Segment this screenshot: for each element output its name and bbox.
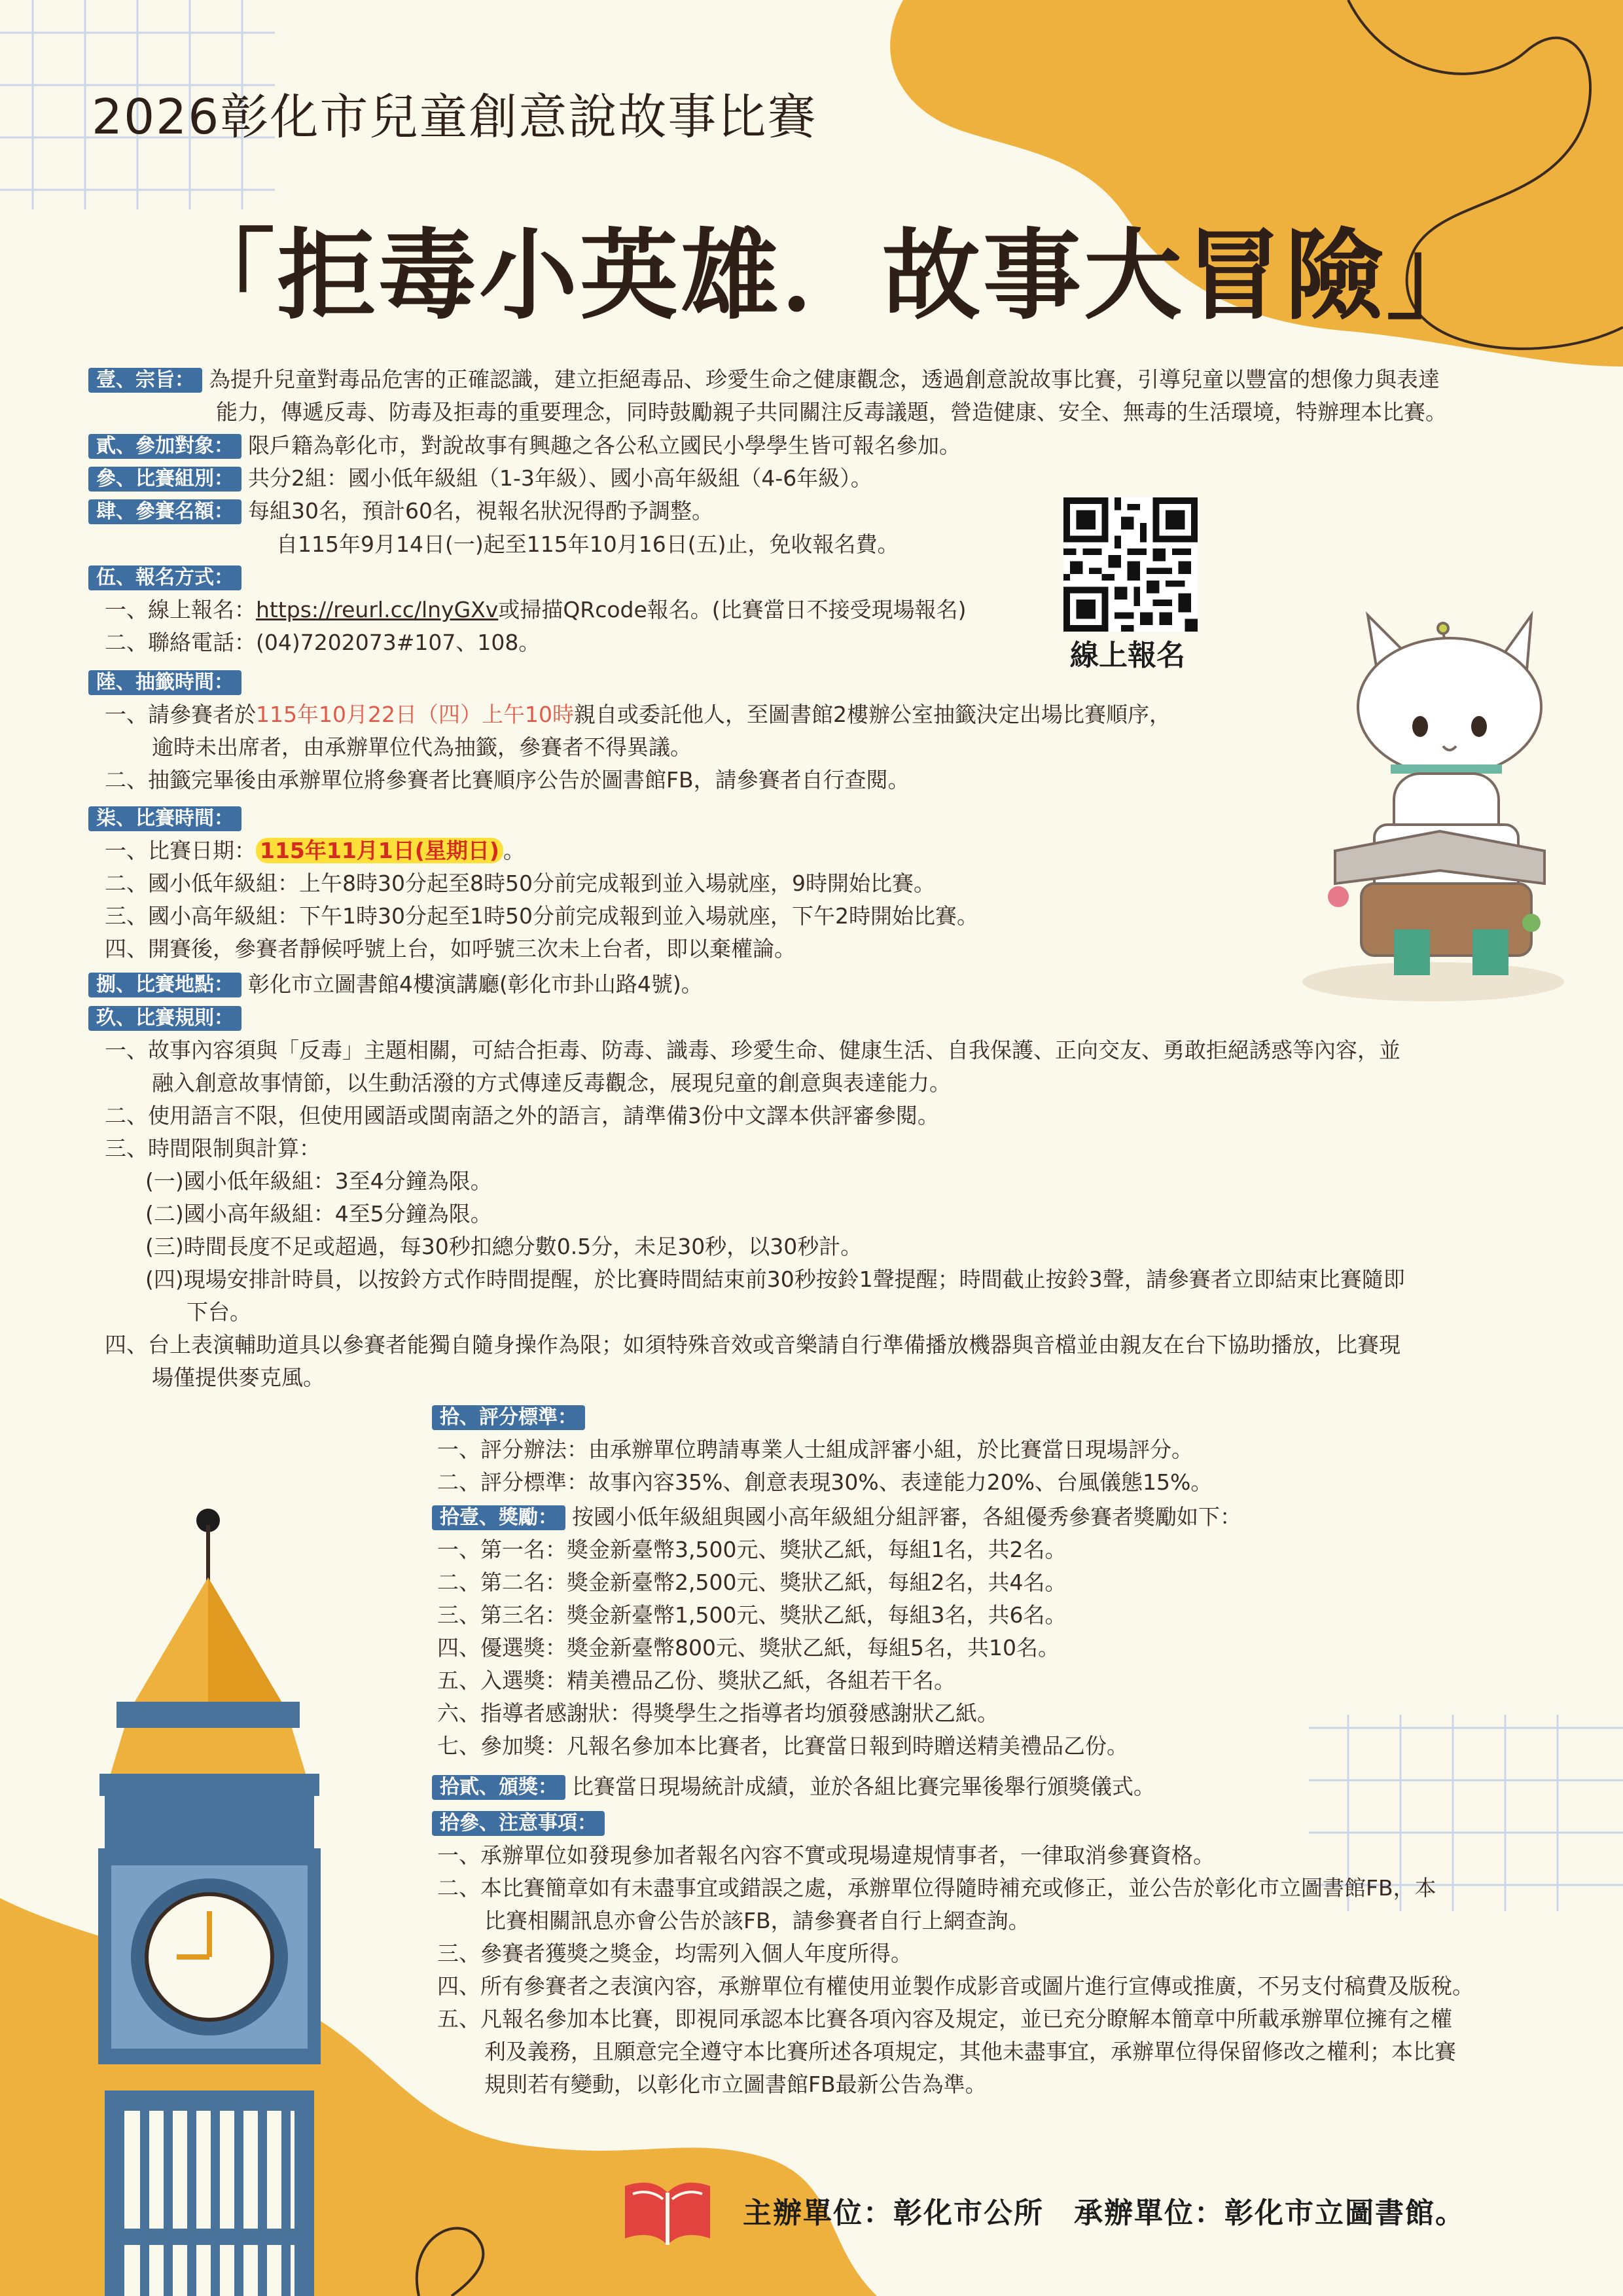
rules-line-3c: (三)時間長度不足或超過，每30秒扣總分數0.5分，未足30秒，以30秒計。 — [145, 1234, 863, 1259]
section-groups — [88, 464, 872, 493]
rules-line-4: 四、台上表演輔助道具以參賽者能獨自隨身操作為限；如須特殊音效或音樂請自行準備播放機器與音檔並由親友在台下協助播放，比賽現 — [105, 1332, 1400, 1357]
time-line-3: 三、國小高年級組：下午1時30分起至1時50分前完成報到並入場就座，下午2時開始比賽。 — [105, 903, 978, 929]
awards-line-3: 三、第三名：獎金新臺幣1,500元、獎狀乙紙，每組3名，共6名。 — [437, 1602, 1067, 1628]
awards-line-4: 四、優選獎：獎金新臺幣800元、獎狀乙紙，每組5名，共10名。 — [437, 1635, 1060, 1660]
section-tag: 拾壹、獎勵： — [432, 1505, 565, 1530]
registration-period: 自115年9月14日(一)起至115年10月16日(五)止，免收報名費。 — [276, 531, 899, 557]
notes-line-5b: 利及義務，且願意完全遵守本比賽所述各項規定，其他未盡事宜，承辦單位得保留修改之權利；本比賽 — [484, 2039, 1456, 2064]
time-line-2: 二、國小低年級組：上午8時30分起至8時50分前完成報到並入場就座，9時開始比賽。 — [105, 870, 935, 896]
purpose-line-2: 能力，傳遞反毒、防毒及拒毒的重要理念，同時鼓勵親子共同關注反毒議題，營造健康、安全、無毒的生活環境，特辦理本比賽。 — [216, 399, 1447, 425]
time-line-1: 一、比賽日期： 115年11月1日(星期日) 。 — [105, 838, 525, 863]
section-tag: 參、比賽組別： — [88, 467, 241, 492]
rules-line-3d: (四)現場安排計時員，以按鈴方式作時間提醒，於比賽時間結束前30秒按鈴1聲提醒；時間截止按鈴3聲，請參賽者立即結束比賽隨即 — [145, 1266, 1405, 1292]
time-line-4: 四、開賽後，參賽者靜候呼號上台，如呼號三次未上台者，即以棄權論。 — [105, 936, 796, 961]
awards-line-7: 七、參加獎：凡報名參加本比賽者，比賽當日報到時贈送精美禮品乙份。 — [437, 1733, 1128, 1759]
competition-date: 115年11月1日(星期日) — [256, 838, 503, 863]
rules-line-3d2: 下台。 — [187, 1299, 251, 1325]
cat-reading-illustration — [1302, 615, 1564, 1001]
section-tag: 玖、比賽規則： — [88, 1006, 241, 1031]
clock-tower-illustration — [98, 1509, 321, 2296]
participants-text: 限戶籍為彰化市，對說故事有興趣之各公私立國民小學學生皆可報名參加。 — [248, 433, 961, 458]
awards-line-2: 二、第二名：獎金新臺幣2,500元、獎狀乙紙，每組2名，共4名。 — [437, 1570, 1067, 1595]
registration-phone: 二、聯絡電話：(04)7202073#107、108。 — [105, 630, 541, 655]
section-tag: 捌、比賽地點： — [88, 973, 241, 997]
section-rules — [88, 1003, 248, 1032]
section-tag: 柒、比賽時間： — [88, 806, 241, 831]
section-tag: 拾貳、頒獎： — [432, 1775, 565, 1800]
notes-line-5: 五、凡報名參加本比賽，即視同承認本比賽各項內容及規定，並已充分瞭解本簡章中所載承辦單位擁有之權 — [437, 2006, 1452, 2032]
section-tag: 陸、抽籤時間： — [88, 670, 241, 695]
purpose-line-1: 為提升兒童對毒品危害的正確認識，建立拒絕毒品、珍愛生命之健康觀念，透過創意說故事比賽，引導兒童以豐富的想像力與表達 — [209, 367, 1440, 392]
venue-text: 彰化市立圖書館4樓演講廳(彰化市卦山路4號)。 — [248, 971, 703, 997]
draw-line-1b: 逾時未出席者，由承辦單位代為抽籤，參賽者不得異議。 — [152, 734, 692, 760]
notes-line-2b: 比賽相關訊息亦會公告於該FB，請參賽者自行上網查詢。 — [484, 1908, 1030, 1933]
section-notes — [432, 1808, 611, 1837]
rules-line-3: 三、時間限制與計算： — [105, 1136, 321, 1161]
draw-line-2: 二、抽籤完畢後由承辦單位將參賽者比賽順序公告於圖書館FB，請參賽者自行查閱。 — [105, 767, 910, 793]
awards-line-6: 六、指導者感謝狀：得獎學生之指導者均頒發感謝狀乙紙。 — [437, 1700, 999, 1726]
scoring-line-1: 一、評分辦法：由承辦單位聘請專業人士組成評審小組，於比賽當日現場評分。 — [437, 1437, 1193, 1462]
rules-line-2: 二、使用語言不限，但使用國語或閩南語之外的語言，請準備3份中文譯本供評審參閱。 — [105, 1103, 939, 1128]
notes-line-2: 二、本比賽簡章如有未盡事宜或錯誤之處，承辦單位得隨時補充或修正，並公告於彰化市立圖書館FB，本 — [437, 1875, 1436, 1901]
notes-line-5c: 規則若有變動，以彰化市立圖書館FB最新公告為準。 — [484, 2072, 987, 2097]
quota-text: 每組30名，預計60名，視報名狀況得酌予調整。 — [248, 498, 713, 524]
rules-line-3b: (二)國小高年級組：4至5分鐘為限。 — [145, 1201, 492, 1227]
section-participants — [88, 431, 961, 460]
section-ceremony — [432, 1772, 1155, 1801]
registration-online: 一、線上報名：https://reurl.cc/lnyGXv或掃描QRcode報名。(比賽當日不接受現場報名) — [105, 597, 967, 622]
awards-line-5: 五、入選獎：精美禮品乙份、獎狀乙紙，各組若干名。 — [437, 1668, 955, 1693]
rules-line-1: 一、故事內容須與「反毒」主題相關，可結合拒毒、防毒、識毒、珍愛生命、健康生活、自我保護、正向交友、勇敢拒絕誘惑等內容，並 — [105, 1037, 1400, 1063]
rules-line-1b: 融入創意故事情節，以生動活潑的方式傳達反毒觀念，展現兒童的創意與表達能力。 — [152, 1070, 951, 1096]
section-venue — [88, 970, 703, 999]
section-tag: 伍、報名方式： — [88, 565, 241, 590]
draw-date: 115年10月22日（四）上午10時 — [256, 702, 574, 727]
open-book-icon — [618, 2173, 717, 2251]
draw-line-1: 一、請參賽者於115年10月22日（四）上午10時親自或委託他人，至圖書館2樓辦公室抽籤決定出場比賽順序， — [105, 702, 1171, 727]
section-tag: 肆、參賽名額： — [88, 499, 241, 524]
section-draw — [88, 668, 248, 696]
notes-line-3: 三、參賽者獲獎之獎金，均需列入個人年度所得。 — [437, 1941, 912, 1966]
organizer-footer: 主辦單位：彰化市公所 承辦單位：彰化市立圖書館。 — [743, 2197, 1465, 2230]
section-registration — [88, 563, 248, 592]
awards-line-1: 一、第一名：獎金新臺幣3,500元、獎狀乙紙，每組1名，共2名。 — [437, 1537, 1067, 1562]
notes-line-1: 一、承辦單位如發現參加者報名內容不實或現場違規情事者，一律取消參賽資格。 — [437, 1842, 1215, 1868]
rules-line-4b: 場僅提供麥克風。 — [152, 1365, 325, 1390]
section-quota — [88, 497, 713, 526]
registration-link[interactable]: https://reurl.cc/lnyGXv — [256, 597, 499, 622]
section-awards — [432, 1503, 1241, 1532]
section-tag: 拾、評分標準： — [432, 1405, 585, 1430]
main-title: 「拒毒小英雄．故事大冒險」 — [177, 219, 1488, 333]
ceremony-text: 比賽當日現場統計成績，並於各組比賽完畢後舉行頒獎儀式。 — [572, 1774, 1155, 1799]
awards-intro: 按國小低年級組與國小高年級組分組評審，各組優秀參賽者獎勵如下： — [572, 1504, 1241, 1530]
notes-line-4: 四、所有參賽者之表演內容，承辦單位有權使用並製作成影音或圖片進行宣傳或推廣，不另支付稿費及版稅。 — [437, 1973, 1474, 1999]
section-tag: 壹、宗旨： — [88, 368, 202, 393]
qr-label: 線上報名 — [1070, 639, 1185, 672]
section-tag: 貳、參加對象： — [88, 434, 241, 459]
scoring-line-2: 二、評分標準：故事內容35%、創意表現30%、表達能力20%、台風儀態15%。 — [437, 1469, 1213, 1495]
section-scoring — [432, 1403, 592, 1431]
section-purpose — [88, 365, 1440, 394]
rules-line-3a: (一)國小低年級組：3至4分鐘為限。 — [145, 1168, 492, 1194]
section-tag: 拾參、注意事項： — [432, 1811, 605, 1836]
qr-code-icon[interactable] — [1063, 497, 1198, 632]
section-time — [88, 804, 248, 833]
year-title: 2026彰化市兒童創意說故事比賽 — [92, 89, 817, 145]
groups-text: 共分2組：國小低年級組（1-3年級）、國小高年級組（4-6年級）。 — [248, 465, 872, 491]
